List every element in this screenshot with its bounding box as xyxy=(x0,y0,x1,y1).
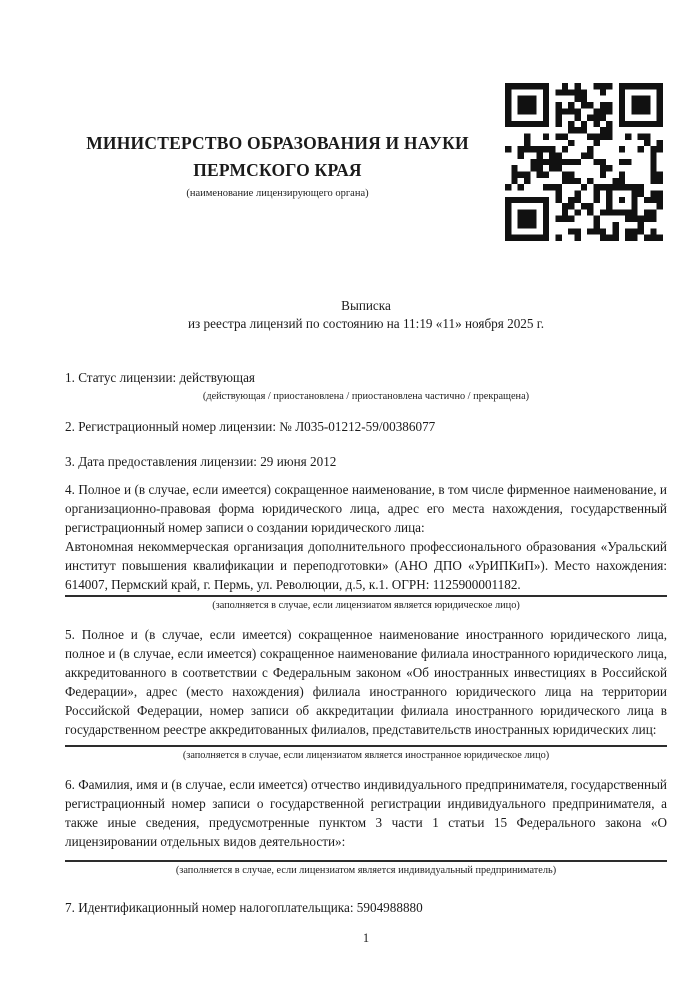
ministry-header xyxy=(50,130,505,201)
title-line1: Выписка xyxy=(341,298,391,313)
legal-entity-caption: (заполняется в случае, если лицензиатом является юридическое лицо) xyxy=(212,600,520,611)
item-grant-date: 3. Дата предоставления лицензии: 29 июня 2012 xyxy=(65,454,337,469)
legal-entity-fill-line xyxy=(65,595,667,597)
ministry-name-line2: ПЕРМСКОГО КРАЯ xyxy=(193,160,362,180)
item-registration-number: 2. Регистрационный номер лицензии: № Л035-01212-59/00386077 xyxy=(65,419,436,434)
document-title xyxy=(65,297,667,333)
foreign-entity-caption: (заполняется в случае, если лицензиатом является иностранное юридическое лицо) xyxy=(182,750,550,761)
page-number: 1 xyxy=(362,931,370,945)
ministry-name-line1: МИНИСТЕРСТВО ОБРАЗОВАНИЯ И НАУКИ xyxy=(86,133,469,153)
item-taxpayer-number: 7. Идентификационный номер налогоплательщика: 5904988880 xyxy=(65,900,423,915)
title-line2: из реестра лицензий по состоянию на 11:19 «11» ноября 2025 г. xyxy=(187,316,545,331)
item-legal-entity-label: 4. Полное и (в случае, если имеется) сокращенное наименование, в том числе фирменное наименование, и организационно-правовая форма юридического лица, адрес его места нахождения, государственный регистрационный номер записи о создании юридического лица: xyxy=(65,482,667,535)
item-foreign-entity-label: 5. Полное и (в случае, если имеется) сокращенное наименование иностранного юридического лица, полное и (в случае, если имеется) сокращенное наименование филиала иностранного юридического лица, аккредитованного в соответствии с Федеральным законом «Об иностранных инвестициях в Российской Федерации», адрес (место нахождения) филиала иностранного юридического лица на территории Российской Федерации, номер записи об аккредитации филиала иностранного юридического лица в государственном реестре аккредитованных филиалов, представительств иностранных юридических лиц: xyxy=(65,627,667,737)
ministry-caption: (наименование лицензирующего органа) xyxy=(186,188,369,199)
item-legal-entity-value: Автономная некоммерческая организация дополнительного профессионального образования «Уральский институт повышения квалификации и переподготовки» (АНО ДПО «УрИПКиП»). Место нахождения: 614007, Пермский край, г. Пермь, ул. Революции, д.5, к.1. ОГРН: 1125900001182. xyxy=(65,539,667,592)
entrepreneur-caption: (заполняется в случае, если лицензиатом является индивидуальный предприниматель) xyxy=(175,865,557,876)
qr-code-icon xyxy=(505,83,663,241)
document-body xyxy=(65,297,667,946)
status-options-caption: (действующая / приостановлена / приостановлена частично / прекращена) xyxy=(202,391,530,402)
entrepreneur-fill-line xyxy=(65,860,667,862)
item-entrepreneur-label: 6. Фамилия, имя и (в случае, если имеется) отчество индивидуального предпринимателя, государственный регистрационный номер записи о государственной регистрации индивидуального предпринимателя, а также иные сведения, предусмотренные пунктом 3 части 1 статьи 15 Федерального закона «О лицензировании отдельных видов деятельности»: xyxy=(65,777,667,849)
foreign-entity-fill-line xyxy=(65,745,667,747)
item-license-status: 1. Статус лицензии: действующая xyxy=(65,370,256,385)
